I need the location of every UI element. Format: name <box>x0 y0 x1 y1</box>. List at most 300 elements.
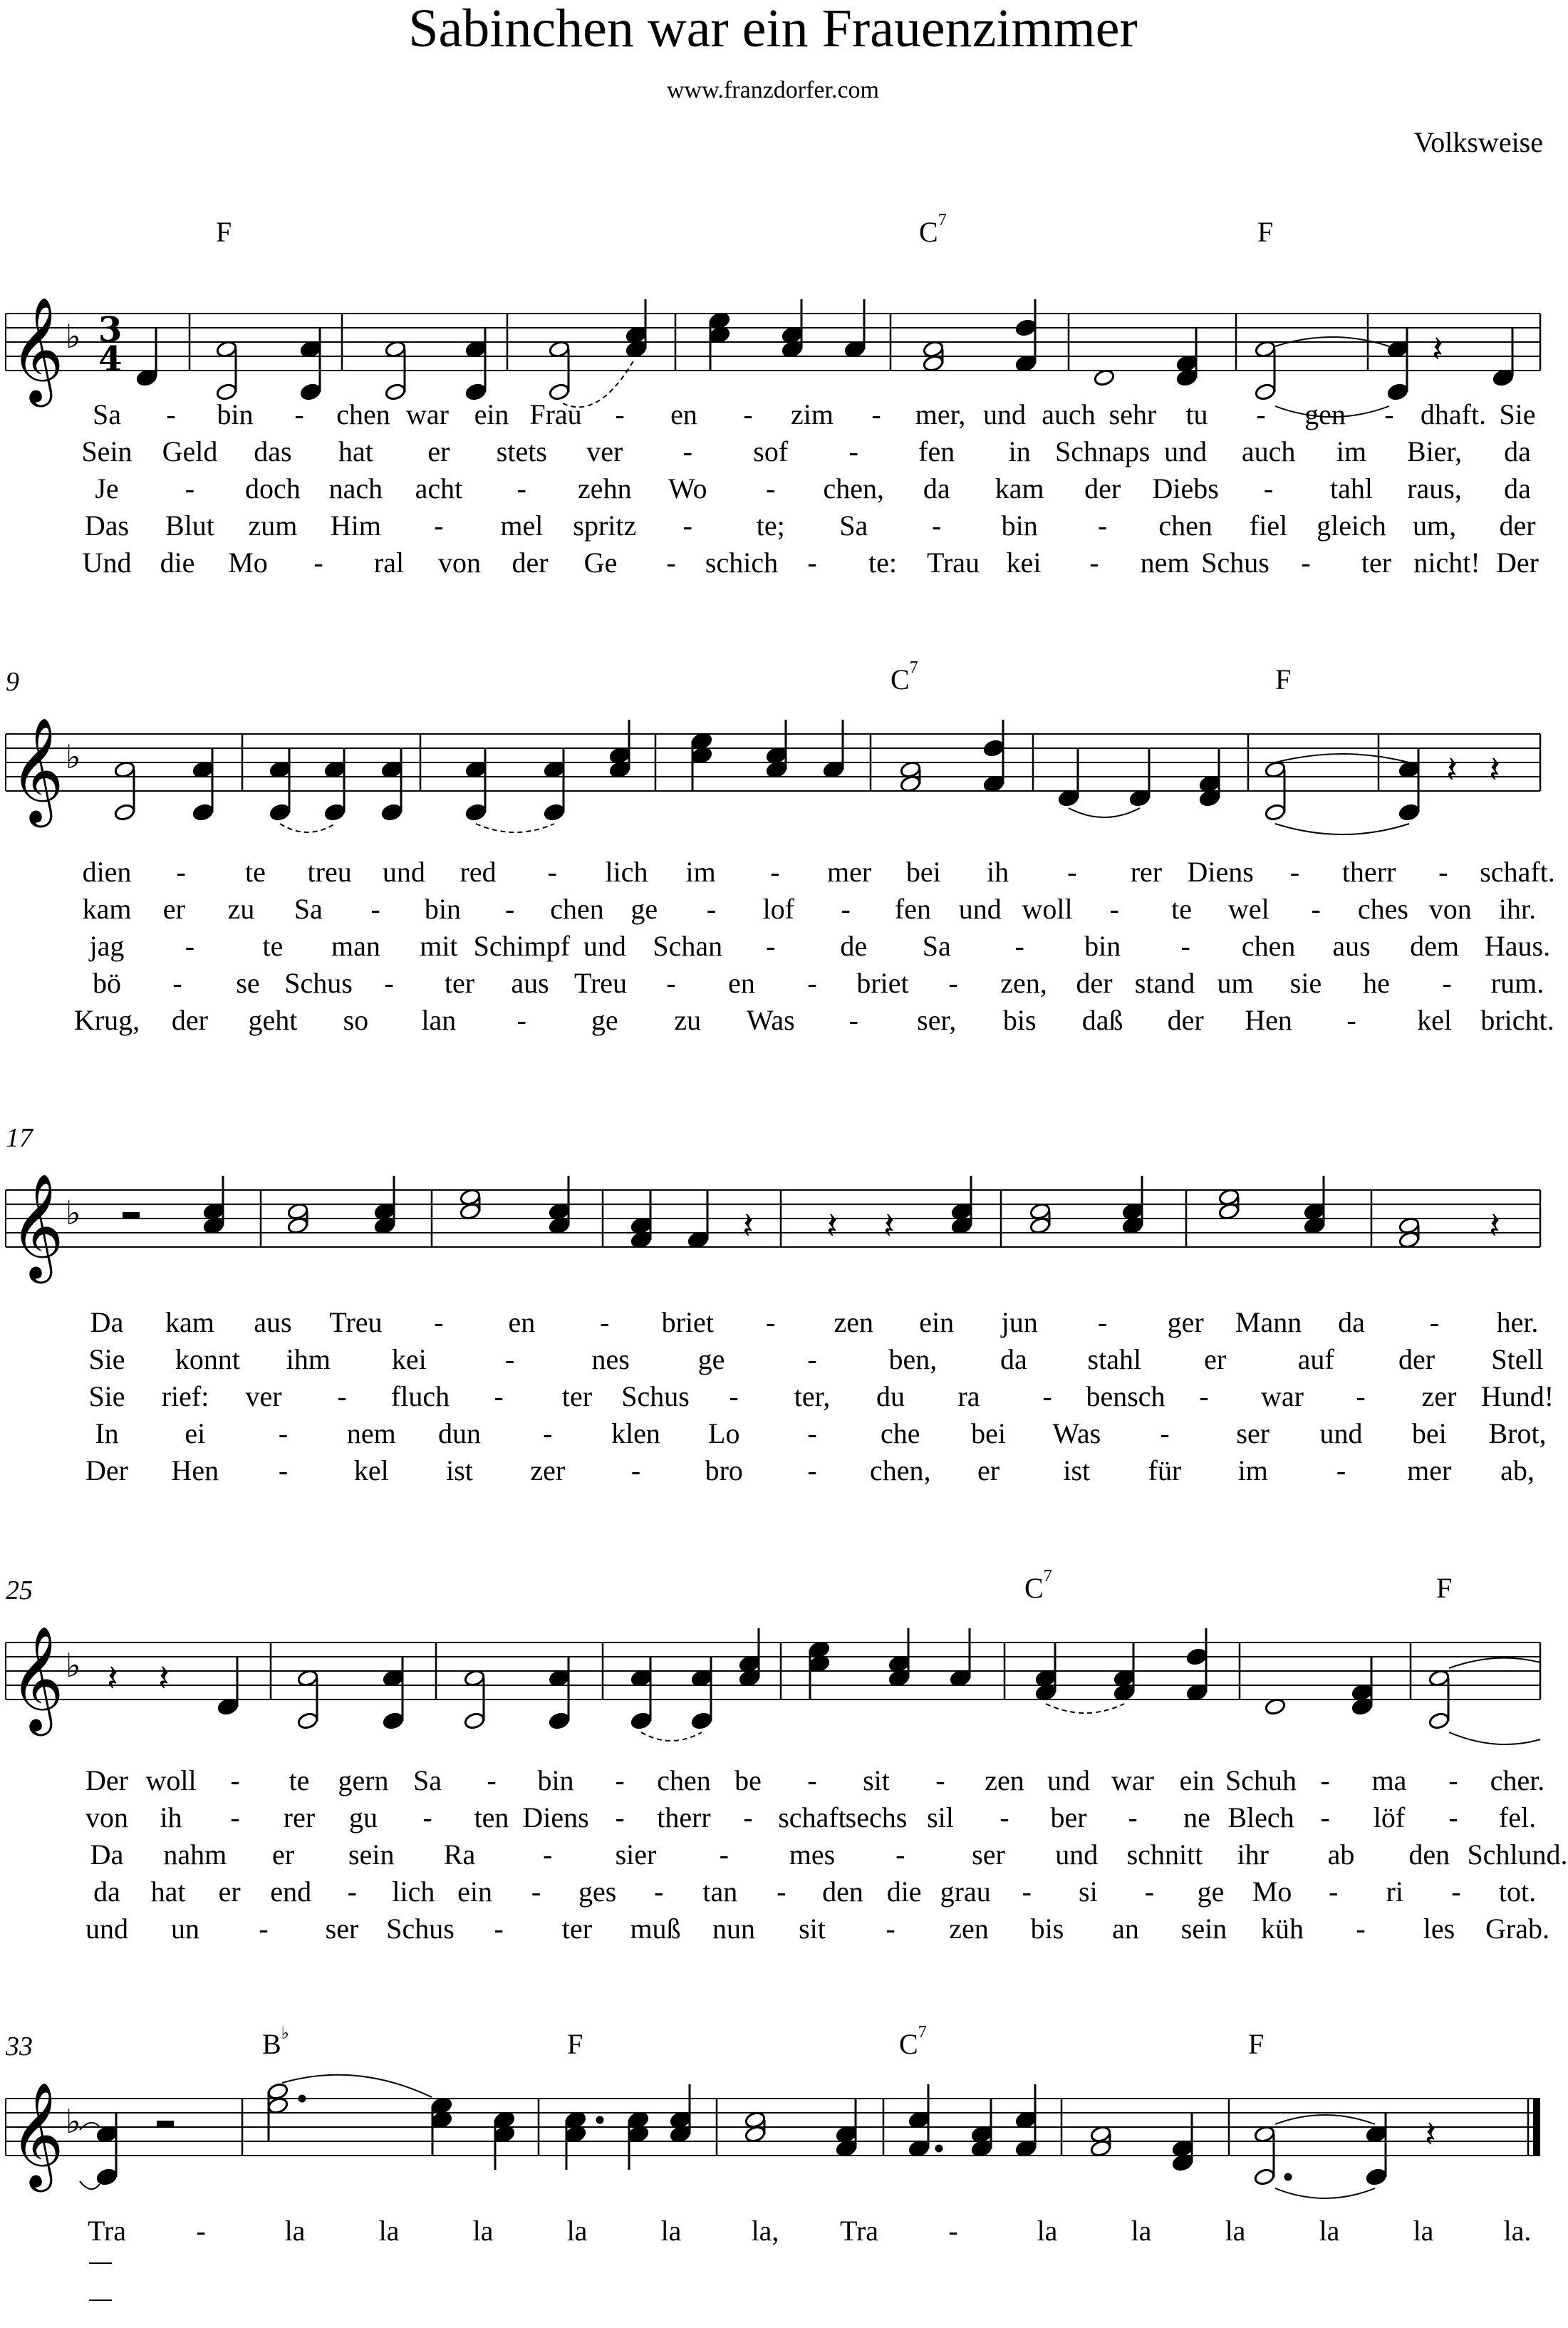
lyric-syllable: sof <box>753 435 789 467</box>
lyrics-verse-4 <box>0 966 1546 1003</box>
rest-icon: 𝄽 <box>1432 328 1443 371</box>
lyric-syllable: Treu <box>329 1306 383 1338</box>
lyric-syllable: ter <box>561 1380 593 1412</box>
lyric-syllable: der <box>1167 1004 1204 1036</box>
lyric-syllable: Haus. <box>1484 930 1551 962</box>
lyric-syllable: end <box>270 1876 312 1908</box>
lyric-syllable: aus <box>1332 930 1371 962</box>
lyric-hyphen: - <box>543 1838 553 1871</box>
lyric-syllable: Je <box>95 472 119 505</box>
lyric-syllable: der <box>1398 1343 1435 1375</box>
lyric-syllable: Schus <box>621 1380 690 1412</box>
lyric-syllable: da <box>1504 435 1531 467</box>
lyric-syllable: Bier, <box>1406 435 1463 467</box>
lyric-syllable: Frau <box>529 398 582 430</box>
lyric-syllable: Sa <box>839 509 868 542</box>
lyric-syllable: er <box>977 1454 1000 1486</box>
rest-icon: 𝄽 <box>158 1657 170 1700</box>
lyric-syllable: bei <box>1411 1417 1447 1449</box>
lyric-hyphen: - <box>935 1764 945 1796</box>
lyric-hyphen: - <box>1097 1306 1108 1338</box>
lyric-syllable: ter, <box>794 1380 831 1412</box>
lyric-hyphen: - <box>1442 967 1452 999</box>
lyric-hyphen: - <box>886 1913 895 1945</box>
lyric-syllable: sehr <box>1108 398 1157 430</box>
lyric-syllable: du <box>876 1380 905 1412</box>
lyric-syllable: war <box>1261 1380 1304 1412</box>
lyric-hyphen: - <box>600 1306 610 1338</box>
flat-key-icon: ♭ <box>66 2102 81 2141</box>
lyric-syllable: rer <box>283 1801 316 1833</box>
lyric-syllable: da <box>1504 472 1531 505</box>
lyric-hyphen: - <box>777 1876 786 1908</box>
lyric-syllable: den <box>1408 1838 1450 1871</box>
lyric-hyphen: - <box>384 967 394 999</box>
lyric-syllable: Sa <box>93 398 121 430</box>
lyric-syllable: und <box>983 398 1026 430</box>
rest-icon: 𝄽 <box>883 1205 895 1248</box>
lyric-syllable: und <box>1055 1838 1099 1871</box>
lyric-syllable: sie <box>1289 967 1322 999</box>
lyric-syllable: von <box>85 1801 128 1833</box>
lyric-syllable: schich <box>705 547 779 579</box>
lyric-syllable: um, <box>1412 509 1457 542</box>
lyric-hyphen: - <box>185 930 195 962</box>
lyric-hyphen: - <box>615 1764 625 1796</box>
lyric-syllable: Stell <box>1491 1343 1544 1375</box>
lyric-syllable: de <box>840 930 868 962</box>
lyric-syllable: schnitt <box>1126 1838 1203 1871</box>
lyrics-verse-2 <box>0 892 1546 929</box>
lyric-syllable: la <box>566 2215 588 2247</box>
lyric-hyphen: - <box>294 398 304 430</box>
lyric-syllable: konnt <box>175 1343 240 1375</box>
lyric-syllable: zum <box>248 509 298 542</box>
lyric-syllable: mel <box>500 509 544 542</box>
lyric-hyphen: - <box>172 967 182 999</box>
lyric-syllable: lan <box>421 1004 457 1036</box>
lyric-syllable: Blech <box>1227 1801 1294 1833</box>
lyric-hyphen: - <box>259 1913 269 1945</box>
lyric-syllable: sit <box>799 1913 826 1945</box>
lyric-syllable: sit <box>863 1764 890 1796</box>
lyric-syllable: und <box>1047 1764 1090 1796</box>
lyric-syllable: bis <box>1002 1004 1037 1036</box>
lyric-syllable: so <box>343 1004 369 1036</box>
rest-icon: 𝄽 <box>1425 2114 1436 2156</box>
lyric-syllable: ser <box>972 1838 1005 1871</box>
lyric-hyphen: - <box>1263 472 1274 505</box>
lyric-syllable: chen <box>1158 509 1213 542</box>
lyric-syllable: la <box>1225 2215 1246 2247</box>
lyric-syllable: ter <box>444 967 475 999</box>
lyric-syllable: ih <box>160 1801 182 1833</box>
lyric-syllable: te <box>262 930 284 962</box>
time-signature: 3 <box>98 310 123 350</box>
lyric-syllable: chen <box>657 1764 711 1796</box>
music-staff <box>0 2056 1546 2227</box>
lyric-syllable: der <box>1076 967 1113 999</box>
lyric-syllable: Mo <box>228 547 268 579</box>
lyric-hyphen: - <box>615 398 625 430</box>
chord-symbol: $C^7$ <box>899 2023 927 2060</box>
lyric-hyphen: - <box>1128 1801 1138 1833</box>
lyric-hyphen: - <box>1356 1913 1366 1945</box>
lyric-syllable: la <box>378 2215 400 2247</box>
lyric-hyphen: - <box>807 1454 817 1486</box>
lyric-syllable: Tra <box>839 2215 879 2247</box>
lyric-syllable: Der <box>85 1764 128 1796</box>
lyric-syllable: Schus <box>386 1913 455 1945</box>
lyric-syllable: ter <box>561 1913 593 1945</box>
lyric-syllable: woll <box>1022 893 1073 925</box>
lyric-syllable: Der <box>85 1454 128 1486</box>
lyric-syllable: therr <box>657 1801 711 1833</box>
lyric-syllable: ver <box>586 435 623 467</box>
lyric-syllable: te <box>289 1764 310 1796</box>
lyric-syllable: fen <box>918 435 955 467</box>
lyric-syllable: se <box>236 967 260 999</box>
lyric-hyphen: - <box>1429 1306 1440 1338</box>
lyric-hyphen: - <box>185 472 195 505</box>
lyric-hyphen: - <box>313 547 323 579</box>
lyric-hyphen: - <box>630 1454 641 1486</box>
lyric-syllable: Da <box>90 1306 124 1338</box>
lyric-hyphen: - <box>337 1380 347 1412</box>
lyric-syllable: ih <box>986 856 1009 888</box>
lyric-syllable: Ra <box>443 1838 476 1871</box>
lyric-hyphen: - <box>1448 1801 1458 1833</box>
lyrics-verse-4 <box>0 1875 1546 1912</box>
lyrics-verse-3 <box>0 1838 1568 1875</box>
lyric-hyphen: - <box>516 472 527 505</box>
lyric-syllable: nem <box>1140 547 1190 579</box>
lyric-syllable: briet <box>856 967 909 999</box>
lyric-syllable: Diebs <box>1152 472 1219 505</box>
lyric-syllable: die <box>886 1876 922 1908</box>
lyric-syllable: dem <box>1410 930 1459 962</box>
lyric-syllable: da <box>93 1876 120 1908</box>
lyric-syllable: Schnaps <box>1054 435 1151 467</box>
lyric-syllable: auf <box>1297 1343 1334 1375</box>
lyric-syllable: Was <box>746 1004 795 1036</box>
lyric-hyphen: - <box>615 1801 625 1833</box>
lyric-hyphen: - <box>948 2215 958 2247</box>
lyric-syllable: chen <box>336 398 390 430</box>
lyric-syllable: la, <box>751 2215 779 2247</box>
flat-key-icon: ♭ <box>66 1646 81 1685</box>
lyric-hyphen: - <box>434 1306 444 1338</box>
lyric-syllable: der <box>512 547 549 579</box>
lyric-syllable: Sa <box>294 893 323 925</box>
lyric-hyphen: - <box>487 1764 497 1796</box>
lyric-hyphen: - <box>743 1801 753 1833</box>
lyric-syllable: fiel <box>1249 509 1288 542</box>
lyric-syllable: woll <box>145 1764 197 1796</box>
lyric-hyphen: - <box>543 1417 553 1449</box>
lyrics-verse-4 <box>0 1417 1546 1454</box>
lyric-syllable: ten <box>474 1801 509 1833</box>
lyric-hyphen: - <box>770 856 780 888</box>
lyric-syllable: In <box>95 1417 119 1449</box>
lyrics-verse-5 <box>0 1912 1549 1949</box>
lyric-syllable: bro <box>705 1454 743 1486</box>
lyric-syllable: an <box>1112 1913 1139 1945</box>
lyric-syllable: Sie <box>1499 398 1536 430</box>
lyric-syllable: sein <box>1180 1913 1227 1945</box>
lyric-hyphen: - <box>494 1380 504 1412</box>
lyric-hyphen: - <box>1097 509 1108 542</box>
lyric-hyphen: - <box>230 1801 240 1833</box>
lyric-syllable: und <box>1319 1417 1363 1449</box>
chord-symbol: F <box>1436 1572 1453 1604</box>
lyric-syllable: aus <box>254 1306 292 1338</box>
lyric-syllable: ein <box>457 1876 492 1908</box>
lyric-syllable: fen <box>894 893 931 925</box>
lyric-hyphen: - <box>278 1417 289 1449</box>
lyric-hyphen: - <box>807 967 817 999</box>
lyric-syllable: zen, <box>1000 967 1047 999</box>
lyric-syllable: briet <box>661 1306 714 1338</box>
lyric-syllable: la. <box>1503 2215 1532 2247</box>
lyric-syllable: ber <box>1050 1801 1087 1833</box>
lyric-syllable: Mann <box>1235 1306 1302 1338</box>
lyrics-chorus <box>0 2214 1546 2251</box>
lyric-syllable: ist <box>446 1454 473 1486</box>
lyric-syllable: treu <box>307 856 352 888</box>
lyric-hyphen: - <box>370 893 380 925</box>
lyric-syllable: Diens <box>522 1801 589 1833</box>
treble-clef-icon: 𝄞 <box>10 2081 64 2188</box>
measure-number: 33 <box>6 2032 33 2061</box>
chord-symbol: F <box>1275 663 1292 695</box>
lyric-syllable: mer <box>827 856 872 888</box>
flat-key-icon: ♭ <box>66 1194 81 1232</box>
lyric-syllable: der <box>171 1004 209 1036</box>
measure-number: 17 <box>6 1123 33 1153</box>
lyric-syllable: te; <box>756 509 785 542</box>
lyric-syllable: Krug, <box>73 1004 140 1036</box>
lyric-hyphen: - <box>1336 1454 1346 1486</box>
lyric-syllable: ser <box>1236 1417 1270 1449</box>
lyric-syllable: Was <box>1052 1417 1101 1449</box>
lyrics-verse-1 <box>0 1305 1546 1343</box>
lyric-syllable: löf <box>1373 1801 1406 1833</box>
lyric-syllable: kei <box>1006 547 1042 579</box>
lyric-syllable: zen <box>949 1913 989 1945</box>
lyric-syllable: aus <box>511 967 549 999</box>
lyric-syllable: und <box>1164 435 1208 467</box>
lyric-syllable: Sa <box>922 930 951 962</box>
lyric-syllable: sein <box>348 1838 395 1871</box>
lyrics-verse-3 <box>0 1380 1554 1417</box>
lyric-syllable: er <box>162 893 185 925</box>
rest-icon: 𝄽 <box>1489 1205 1500 1248</box>
lyric-syllable: Schlund. <box>1467 1838 1568 1871</box>
lyric-syllable: ab, <box>1500 1454 1535 1486</box>
lyric-syllable: ri <box>1386 1876 1404 1908</box>
chord-symbol: $C^7$ <box>919 211 947 248</box>
lyric-syllable: Hen <box>1245 1004 1292 1036</box>
lyric-syllable: raus, <box>1407 472 1462 505</box>
lyric-syllable: er <box>427 435 450 467</box>
chord-symbol: $C^7$ <box>1024 1567 1052 1604</box>
lyric-syllable: ihm <box>286 1343 331 1375</box>
lyric-syllable: Schuh <box>1225 1764 1297 1796</box>
lyric-hyphen: - <box>1346 1004 1356 1036</box>
lyric-hyphen: - <box>948 967 958 999</box>
lyric-hyphen: - <box>505 1343 515 1375</box>
lyric-hyphen: - <box>1451 1876 1461 1908</box>
lyric-syllable: dhaft. <box>1420 398 1487 430</box>
final-barline <box>1533 2099 1540 2156</box>
rest-icon: 𝄽 <box>742 1205 754 1248</box>
measure-number: 9 <box>6 667 19 697</box>
lyric-syllable: Mo <box>1252 1876 1292 1908</box>
lyric-syllable: sier <box>615 1838 657 1871</box>
lyric-syllable: Ge <box>583 547 618 579</box>
lyric-syllable: für <box>1148 1454 1182 1486</box>
lyric-syllable: küh <box>1261 1913 1304 1945</box>
lyric-syllable: ser, <box>917 1004 957 1036</box>
lyric-syllable: Das <box>84 509 130 542</box>
lyric-syllable: la <box>660 2215 682 2247</box>
lyric-hyphen: - <box>841 893 851 925</box>
lyric-hyphen: - <box>1199 1380 1209 1412</box>
lyric-syllable: gen <box>1304 398 1346 430</box>
extender-line <box>89 2299 112 2301</box>
lyric-syllable: ge <box>697 1343 725 1375</box>
lyric-hyphen: - <box>166 398 176 430</box>
lyrics-verse-1 <box>0 398 1546 435</box>
lyric-syllable: te <box>244 856 266 888</box>
lyric-hyphen: - <box>871 398 881 430</box>
treble-clef-icon: 𝄞 <box>10 717 64 823</box>
lyric-syllable: er <box>218 1876 241 1908</box>
lyric-syllable: im <box>685 856 716 888</box>
lyric-hyphen: - <box>848 435 858 467</box>
lyric-syllable: Der <box>1496 547 1539 579</box>
lyric-syllable: si <box>1079 1876 1098 1908</box>
lyric-syllable: chen <box>550 893 604 925</box>
lyric-hyphen: - <box>766 472 776 505</box>
lyric-hyphen: - <box>807 547 817 579</box>
lyric-syllable: Geld <box>162 435 218 467</box>
lyric-syllable: tu <box>1185 398 1208 430</box>
lyric-syllable: Sie <box>88 1380 125 1412</box>
lyric-hyphen: - <box>422 1801 432 1833</box>
lyric-syllable: dun <box>438 1417 481 1449</box>
lyric-syllable: Blut <box>165 509 214 542</box>
lyric-syllable: ger <box>1167 1306 1204 1338</box>
lyric-syllable: ab <box>1327 1838 1355 1871</box>
lyrics-verse-3 <box>0 472 1546 509</box>
treble-clef-icon: 𝄞 <box>10 1173 64 1279</box>
lyric-syllable: Da <box>90 1838 124 1871</box>
lyrics-verse-2 <box>0 1801 1546 1838</box>
lyrics-verse-5 <box>0 1454 1546 1491</box>
lyric-hyphen: - <box>196 2215 206 2247</box>
lyric-syllable: en <box>728 967 755 999</box>
lyric-syllable: kei <box>391 1343 427 1375</box>
lyric-syllable: stets <box>496 435 547 467</box>
lyric-syllable: von <box>1428 893 1472 925</box>
lyric-syllable: he <box>1363 967 1390 999</box>
lyric-syllable: tahl <box>1330 472 1374 505</box>
lyric-syllable: la <box>1413 2215 1434 2247</box>
lyric-syllable: Him <box>330 509 381 542</box>
chord-symbol: F <box>567 2028 583 2060</box>
lyric-syllable: kam <box>995 472 1044 505</box>
lyric-syllable: die <box>160 547 195 579</box>
website-url[interactable]: www.franzdorfer.com <box>667 77 879 103</box>
lyric-syllable: dien <box>82 856 132 888</box>
lyric-hyphen: - <box>1289 856 1300 888</box>
lyric-syllable: nem <box>346 1417 396 1449</box>
lyric-syllable: im <box>1336 435 1367 467</box>
lyric-syllable: fluch <box>390 1380 450 1412</box>
lyric-syllable: Wo <box>668 472 707 505</box>
lyric-syllable: wel <box>1227 893 1270 925</box>
lyric-syllable: ge <box>1197 1876 1225 1908</box>
lyric-syllable: schaft <box>778 1801 846 1833</box>
lyric-syllable: ben, <box>888 1343 938 1375</box>
lyric-hyphen: - <box>505 893 515 925</box>
lyric-syllable: therr <box>1341 856 1396 888</box>
lyric-syllable: Schus <box>1201 547 1270 579</box>
lyric-syllable: la <box>1131 2215 1152 2247</box>
lyrics-verse-5 <box>0 546 1546 583</box>
lyric-syllable: ein <box>1179 1764 1215 1796</box>
page-title: Sabinchen war ein Frauenzimmer <box>408 0 1138 58</box>
lyric-hyphen: - <box>1320 1764 1330 1796</box>
lyric-syllable: hat <box>338 435 373 467</box>
lyric-hyphen: - <box>666 967 676 999</box>
lyric-syllable: ra <box>957 1380 980 1412</box>
lyric-syllable: ches <box>1357 893 1408 925</box>
lyric-syllable: her. <box>1496 1306 1539 1338</box>
lyric-hyphen: - <box>1022 1876 1032 1908</box>
lyric-syllable: gern <box>338 1764 389 1796</box>
lyric-syllable: Sa <box>413 1764 442 1796</box>
lyric-hyphen: - <box>654 1876 664 1908</box>
lyric-syllable: Diens <box>1187 856 1254 888</box>
lyric-syllable: auch <box>1241 435 1296 467</box>
lyric-hyphen: - <box>1042 1380 1052 1412</box>
flat-key-icon: ♭ <box>66 738 81 776</box>
lyric-syllable: nes <box>591 1343 630 1375</box>
lyric-syllable: und <box>958 893 1002 925</box>
lyric-syllable: bensch <box>1086 1380 1165 1412</box>
lyric-syllable: zer <box>1421 1380 1457 1412</box>
lyric-syllable: jun <box>1001 1306 1038 1338</box>
lyric-syllable: stand <box>1134 967 1195 999</box>
lyric-syllable: zu <box>227 893 255 925</box>
lyric-syllable: nicht! <box>1413 547 1480 579</box>
measure-number: 25 <box>6 1576 33 1605</box>
lyric-syllable: la <box>1037 2215 1058 2247</box>
lyric-syllable: Schimpf <box>473 930 571 962</box>
lyric-syllable: nun <box>712 1913 755 1945</box>
lyric-syllable: kel <box>353 1454 389 1486</box>
lyrics-verse-2 <box>0 1343 1546 1380</box>
lyric-syllable: Brot, <box>1488 1417 1547 1449</box>
lyric-syllable: und <box>85 1913 128 1945</box>
lyric-syllable: kel <box>1417 1004 1452 1036</box>
chord-symbol: $C^7$ <box>891 658 918 695</box>
lyric-syllable: ist <box>1063 1454 1091 1486</box>
lyric-syllable: ter <box>1361 547 1392 579</box>
